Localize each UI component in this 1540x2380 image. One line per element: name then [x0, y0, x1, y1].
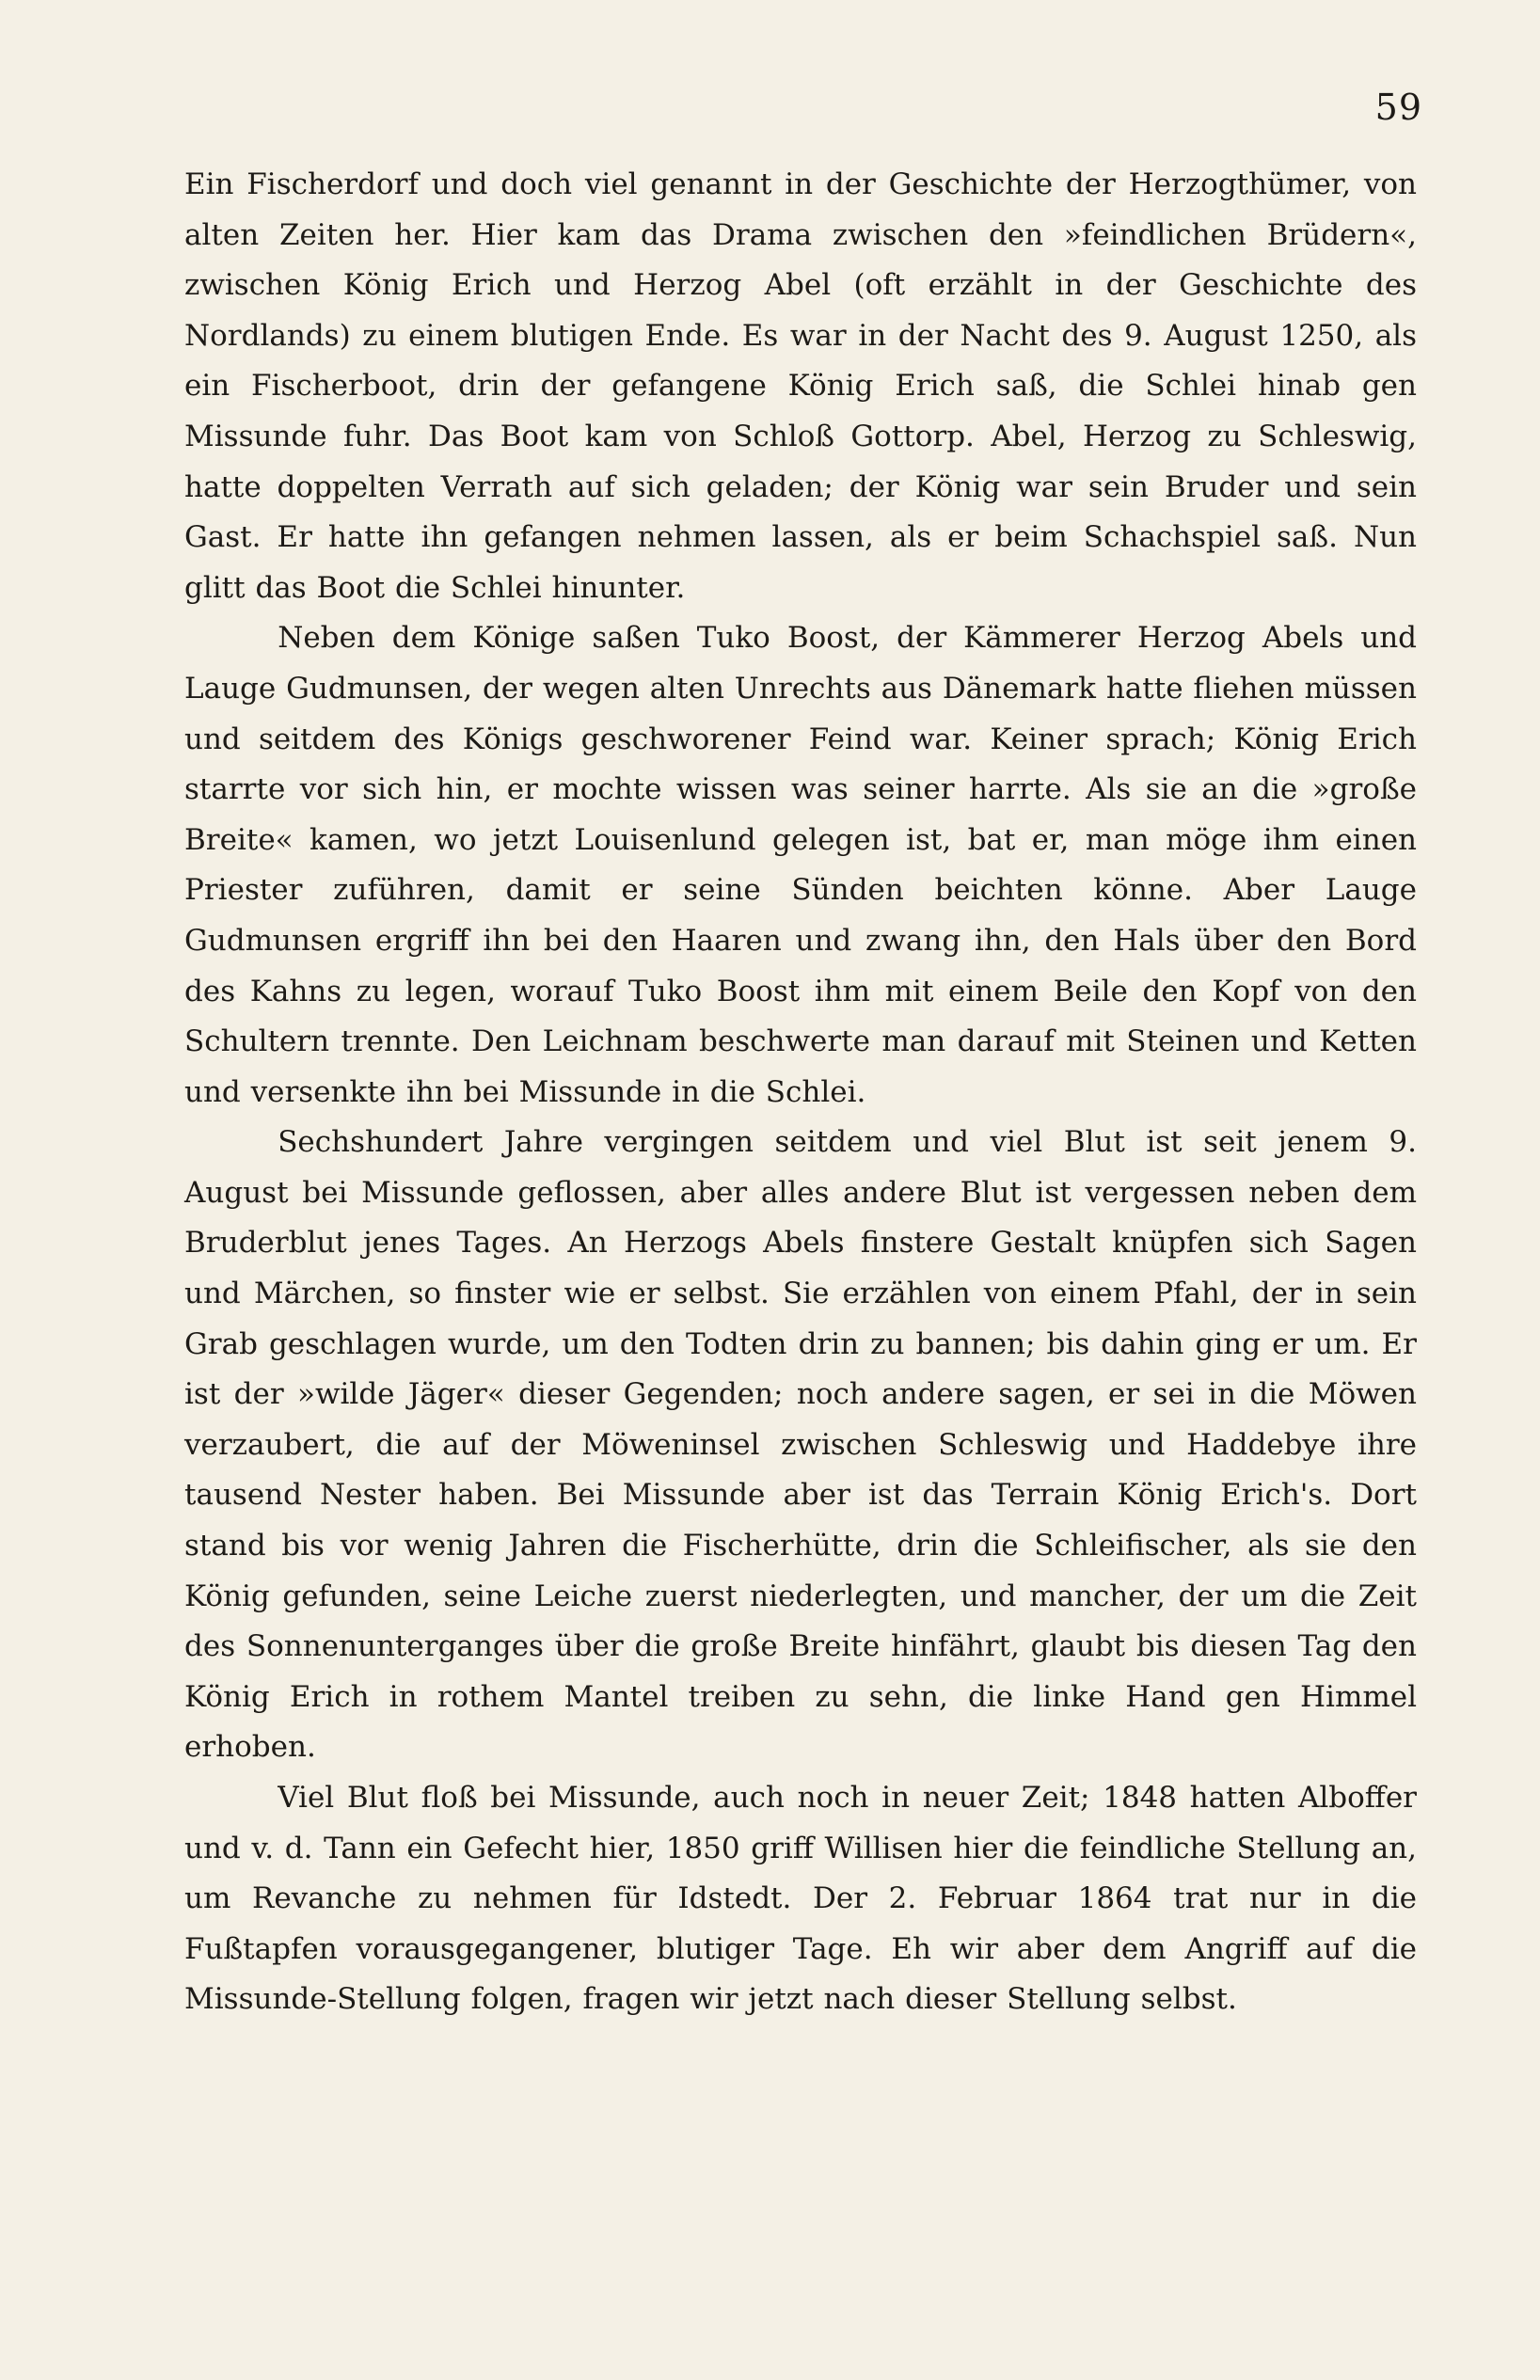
paragraph-2: Neben dem Könige saßen Tuko Boost, der Kämmerer Herzog Abels und Lauge Gudmunsen, der wegen alten Unrechts aus Dänemark hatte fliehen müssen und seitdem des Königs geschworener Feind war. Keiner sprach; König Erich starrte vor sich hin, er mochte wissen was seiner harrte. Als sie an die »große Breite« kamen, wo jetzt Louisenlund gelegen ist, bat er, man möge ihm einen Priester zuführen, damit er seine Sünden beichten könne. Aber Lauge Gudmunsen ergriff ihn bei den Haaren und zwang ihn, den Hals über den Bord des Kahns zu legen, worauf Tuko Boost ihm mit einem Beile den Kopf von den Schultern trennte. Den Leichnam beschwerte man darauf mit Steinen und Ketten und versenkte ihn bei Missunde in die Schlei.: [184, 621, 1417, 1109]
paragraph-1: Ein Fischerdorf und doch viel genannt in der Geschichte der Herzogthümer, von alten Zeiten her. Hier kam das Drama zwischen den »feindlichen Brüdern«, zwischen König Erich und Herzog Abel (oft erzählt in der Geschichte des Nordlands) zu einem blutigen Ende. Es war in der Nacht des 9. August 1250, als ein Fischerboot, drin der gefangene König Erich saß, die Schlei hinab gen Missunde fuhr. Das Boot kam von Schloß Gottorp. Abel, Herzog zu Schleswig, hatte doppelten Verrath auf sich geladen; der König war sein Bruder und sein Gast. Er hatte ihn gefangen nehmen lassen, als er beim Schachspiel saß. Nun glitt das Boot die Schlei hinunter.: [184, 167, 1417, 605]
body-text: [184, 160, 1417, 2025]
paragraph-4: Viel Blut floß bei Missunde, auch noch in neuer Zeit; 1848 hatten Alboffer und v. d. Tann ein Gefecht hier, 1850 griff Willisen hier die feindliche Stellung an, um Revanche zu nehmen für Idstedt. Der 2. Februar 1864 trat nur in die Fußtapfen vorausgegangener, blutiger Tage. Eh wir aber dem Angriff auf die Missunde-Stellung folgen, fragen wir jetzt nach dieser Stellung selbst.: [184, 1781, 1417, 2017]
page-number: 59: [1374, 87, 1422, 128]
paragraph-3: Sechshundert Jahre vergingen seitdem und viel Blut ist seit jenem 9. August bei Missunde geflossen, aber alles andere Blut ist vergessen neben dem Bruderblut jenes Tages. An Herzogs Abels finstere Gestalt knüpfen sich Sagen und Märchen, so finster wie er selbst. Sie erzählen von einem Pfahl, der in sein Grab geschlagen wurde, um den Todten drin zu bannen; bis dahin ging er um. Er ist der »wilde Jäger« dieser Gegenden; noch andere sagen, er sei in die Möwen verzaubert, die auf der Möweninsel zwischen Schleswig und Haddebye ihre tausend Nester haben. Bei Missunde aber ist das Terrain König Erich's. Dort stand bis vor wenig Jahren die Fischerhütte, drin die Schleifischer, als sie den König gefunden, seine Leiche zuerst niederlegten, und mancher, der um die Zeit des Sonnenunterganges über die große Breite hinfährt, glaubt bis diesen Tag den König Erich in rothem Mantel treiben zu sehn, die linke Hand gen Himmel erhoben.: [184, 1125, 1417, 1765]
